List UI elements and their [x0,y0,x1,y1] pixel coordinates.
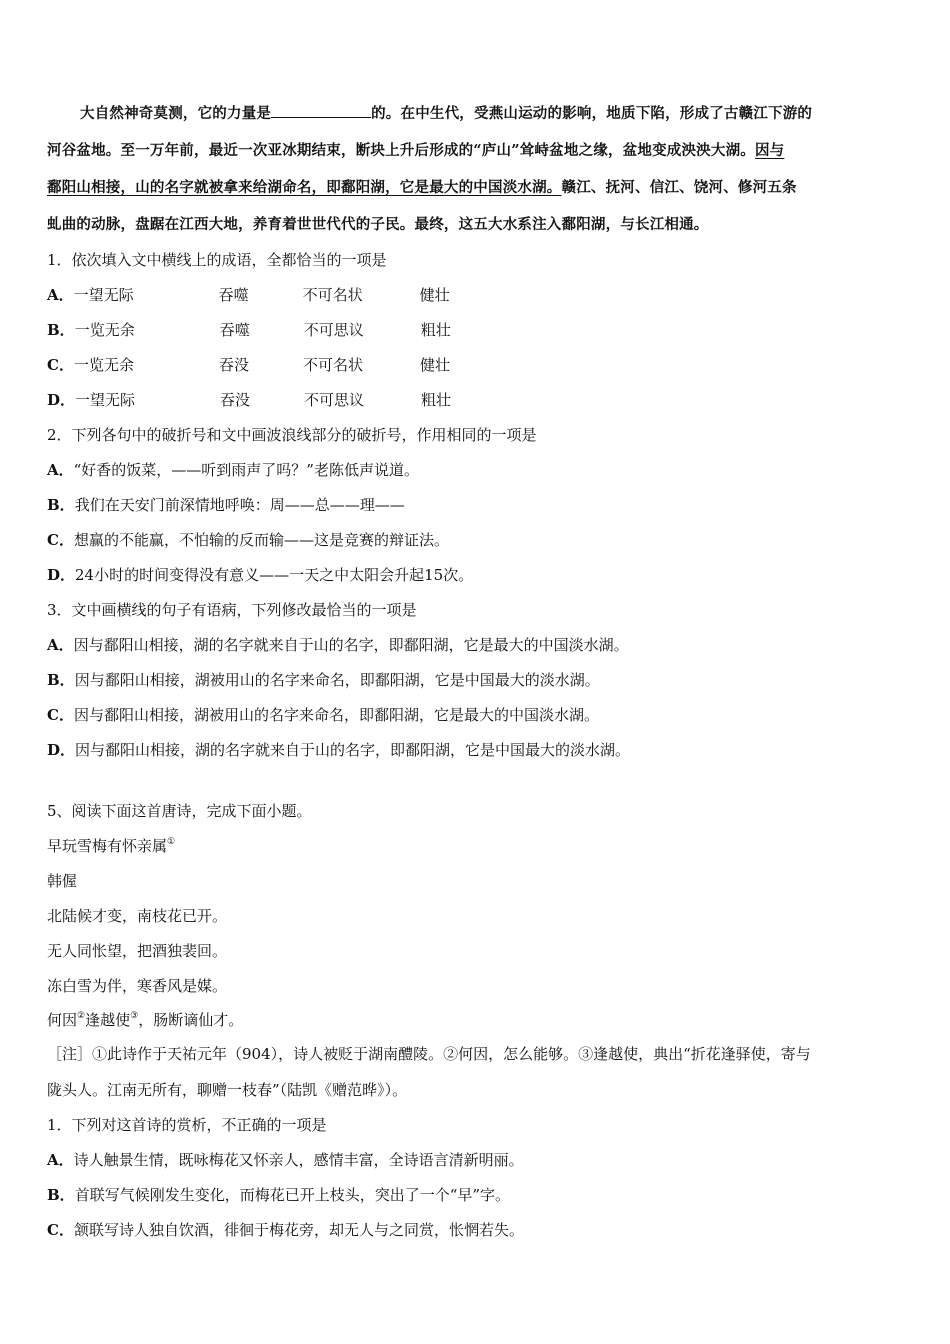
passage-text: 的。在中生代，受燕山运动的影响，地质下陷，形成了古赣江下游的 [371,105,813,122]
question-5-1-stem: 1．下列对这首诗的赏析，不正确的一项是 [47,1116,327,1134]
passage-line-2 [47,141,784,161]
option-label: C． [47,356,74,374]
question-1-stem: 1．依次填入文中横线上的成语，全都恰当的一项是 [47,251,387,269]
footnote-marker: ① [167,837,176,847]
q3-option-a[interactable]: A．因与鄱阳山相接，湖的名字就来自于山的名字，即鄱阳湖，它是最大的中国淡水湖。 [47,636,629,654]
q3-option-c[interactable]: C．因与鄱阳山相接，湖被用山的名字来命名，即鄱阳湖，它是最大的中国淡水湖。 [47,706,599,724]
footnote-marker: ② [77,1011,86,1021]
poem-author: 韩偓 [47,872,78,890]
footnote-marker: ③ [130,1011,139,1021]
passage-line-1 [80,103,812,124]
q3-option-d[interactable]: D．因与鄱阳山相接，湖的名字就来自于山的名字，即鄱阳湖，它是中国最大的淡水湖。 [47,741,631,759]
q2-option-a[interactable]: A．“好香的饭菜，——听到雨声了吗？”老陈低声说道。 [47,461,419,479]
option-label: D． [47,391,76,409]
passage-text: 大自然神奇莫测，它的力量是 [80,105,272,122]
passage-text: 河谷盆地。至一万年前，最近一次亚冰期结束，断块上升后形成的“庐山”耸峙盆地之缘，盆地变成泱泱大湖。 [47,142,755,159]
q5-option-b[interactable]: B．首联写气候刚发生变化，而梅花已开上枝头，突出了一个“早”字。 [47,1186,511,1204]
underlined-sentence: 鄱阳山相接，山的名字就被拿来给湖命名，即鄱阳湖，它是最大的中国淡水湖。 [47,179,562,196]
q1-option-d[interactable]: D．一望无际 吞没 不可思议 粗壮 [47,391,452,409]
question-2-stem: 2．下列各句中的破折号和文中画波浪线部分的破折号，作用相同的一项是 [47,426,537,444]
question-5-intro: 5、阅读下面这首唐诗，完成下面小题。 [47,802,312,820]
option-label: B． [47,321,75,339]
answer-blank[interactable] [271,103,371,118]
poem-line-2: 无人同怅望，把酒独裴回。 [47,942,228,960]
q2-option-c[interactable]: C．想赢的不能赢，不怕输的反而输——这是竞赛的辩证法。 [47,531,449,549]
q5-option-a[interactable]: A．诗人触景生情，既咏梅花又怀亲人，感情丰富，全诗语言清新明丽。 [47,1151,524,1169]
poem-line-1: 北陆候才变，南枝花已开。 [47,907,228,925]
q2-option-d[interactable]: D．24小时的时间变得没有意义——一天之中太阳会升起15次。 [47,566,474,584]
passage-line-3 [47,178,797,198]
q5-option-c[interactable]: C．颔联写诗人独自饮酒，徘徊于梅花旁，却无人与之同赏，怅惘若失。 [47,1221,524,1239]
underlined-sentence: 因与 [754,142,785,159]
poem-line-3: 冻白雪为伴，寒香风是媒。 [47,977,228,995]
option-label: A． [47,286,74,304]
q1-option-a[interactable]: A．一望无际 吞噬 不可名状 健壮 [47,286,450,304]
poem-line-4: 何因②逢越使③，肠断谪仙才。 [47,1011,244,1029]
q3-option-b[interactable]: B．因与鄱阳山相接，湖被用山的名字来命名，即鄱阳湖，它是中国最大的淡水湖。 [47,671,600,689]
passage-text: 虬曲的动脉，盘踞在江西大地，养育着世世代代的子民。最终，这五大水系注入鄱阳湖，与长江相通。 [47,216,709,233]
passage-text: 赣江、抚河、信江、饶河、修河五条 [561,179,797,196]
q1-option-c[interactable]: C．一览无余 吞没 不可名状 健壮 [47,356,450,374]
poem-notes-line-1: ［注］①此诗作于天祐元年（904），诗人被贬于湖南醴陵。②何因，怎么能够。③逢越使，典出“折花逢驿使，寄与 [47,1045,811,1063]
poem-notes-line-2: 陇头人。江南无所有，聊赠一枝春”（陆凯《赠范晔》）。 [47,1081,408,1099]
question-3-stem: 3．文中画横线的句子有语病，下列修改最恰当的一项是 [47,601,417,619]
poem-title: 早玩雪梅有怀亲属① [47,837,176,855]
passage-line-4 [47,215,709,235]
q1-option-b[interactable]: B．一览无余 吞噬 不可思议 粗壮 [47,321,451,339]
q2-option-b[interactable]: B．我们在天安门前深情地呼唤：周——总——理—— [47,496,405,514]
